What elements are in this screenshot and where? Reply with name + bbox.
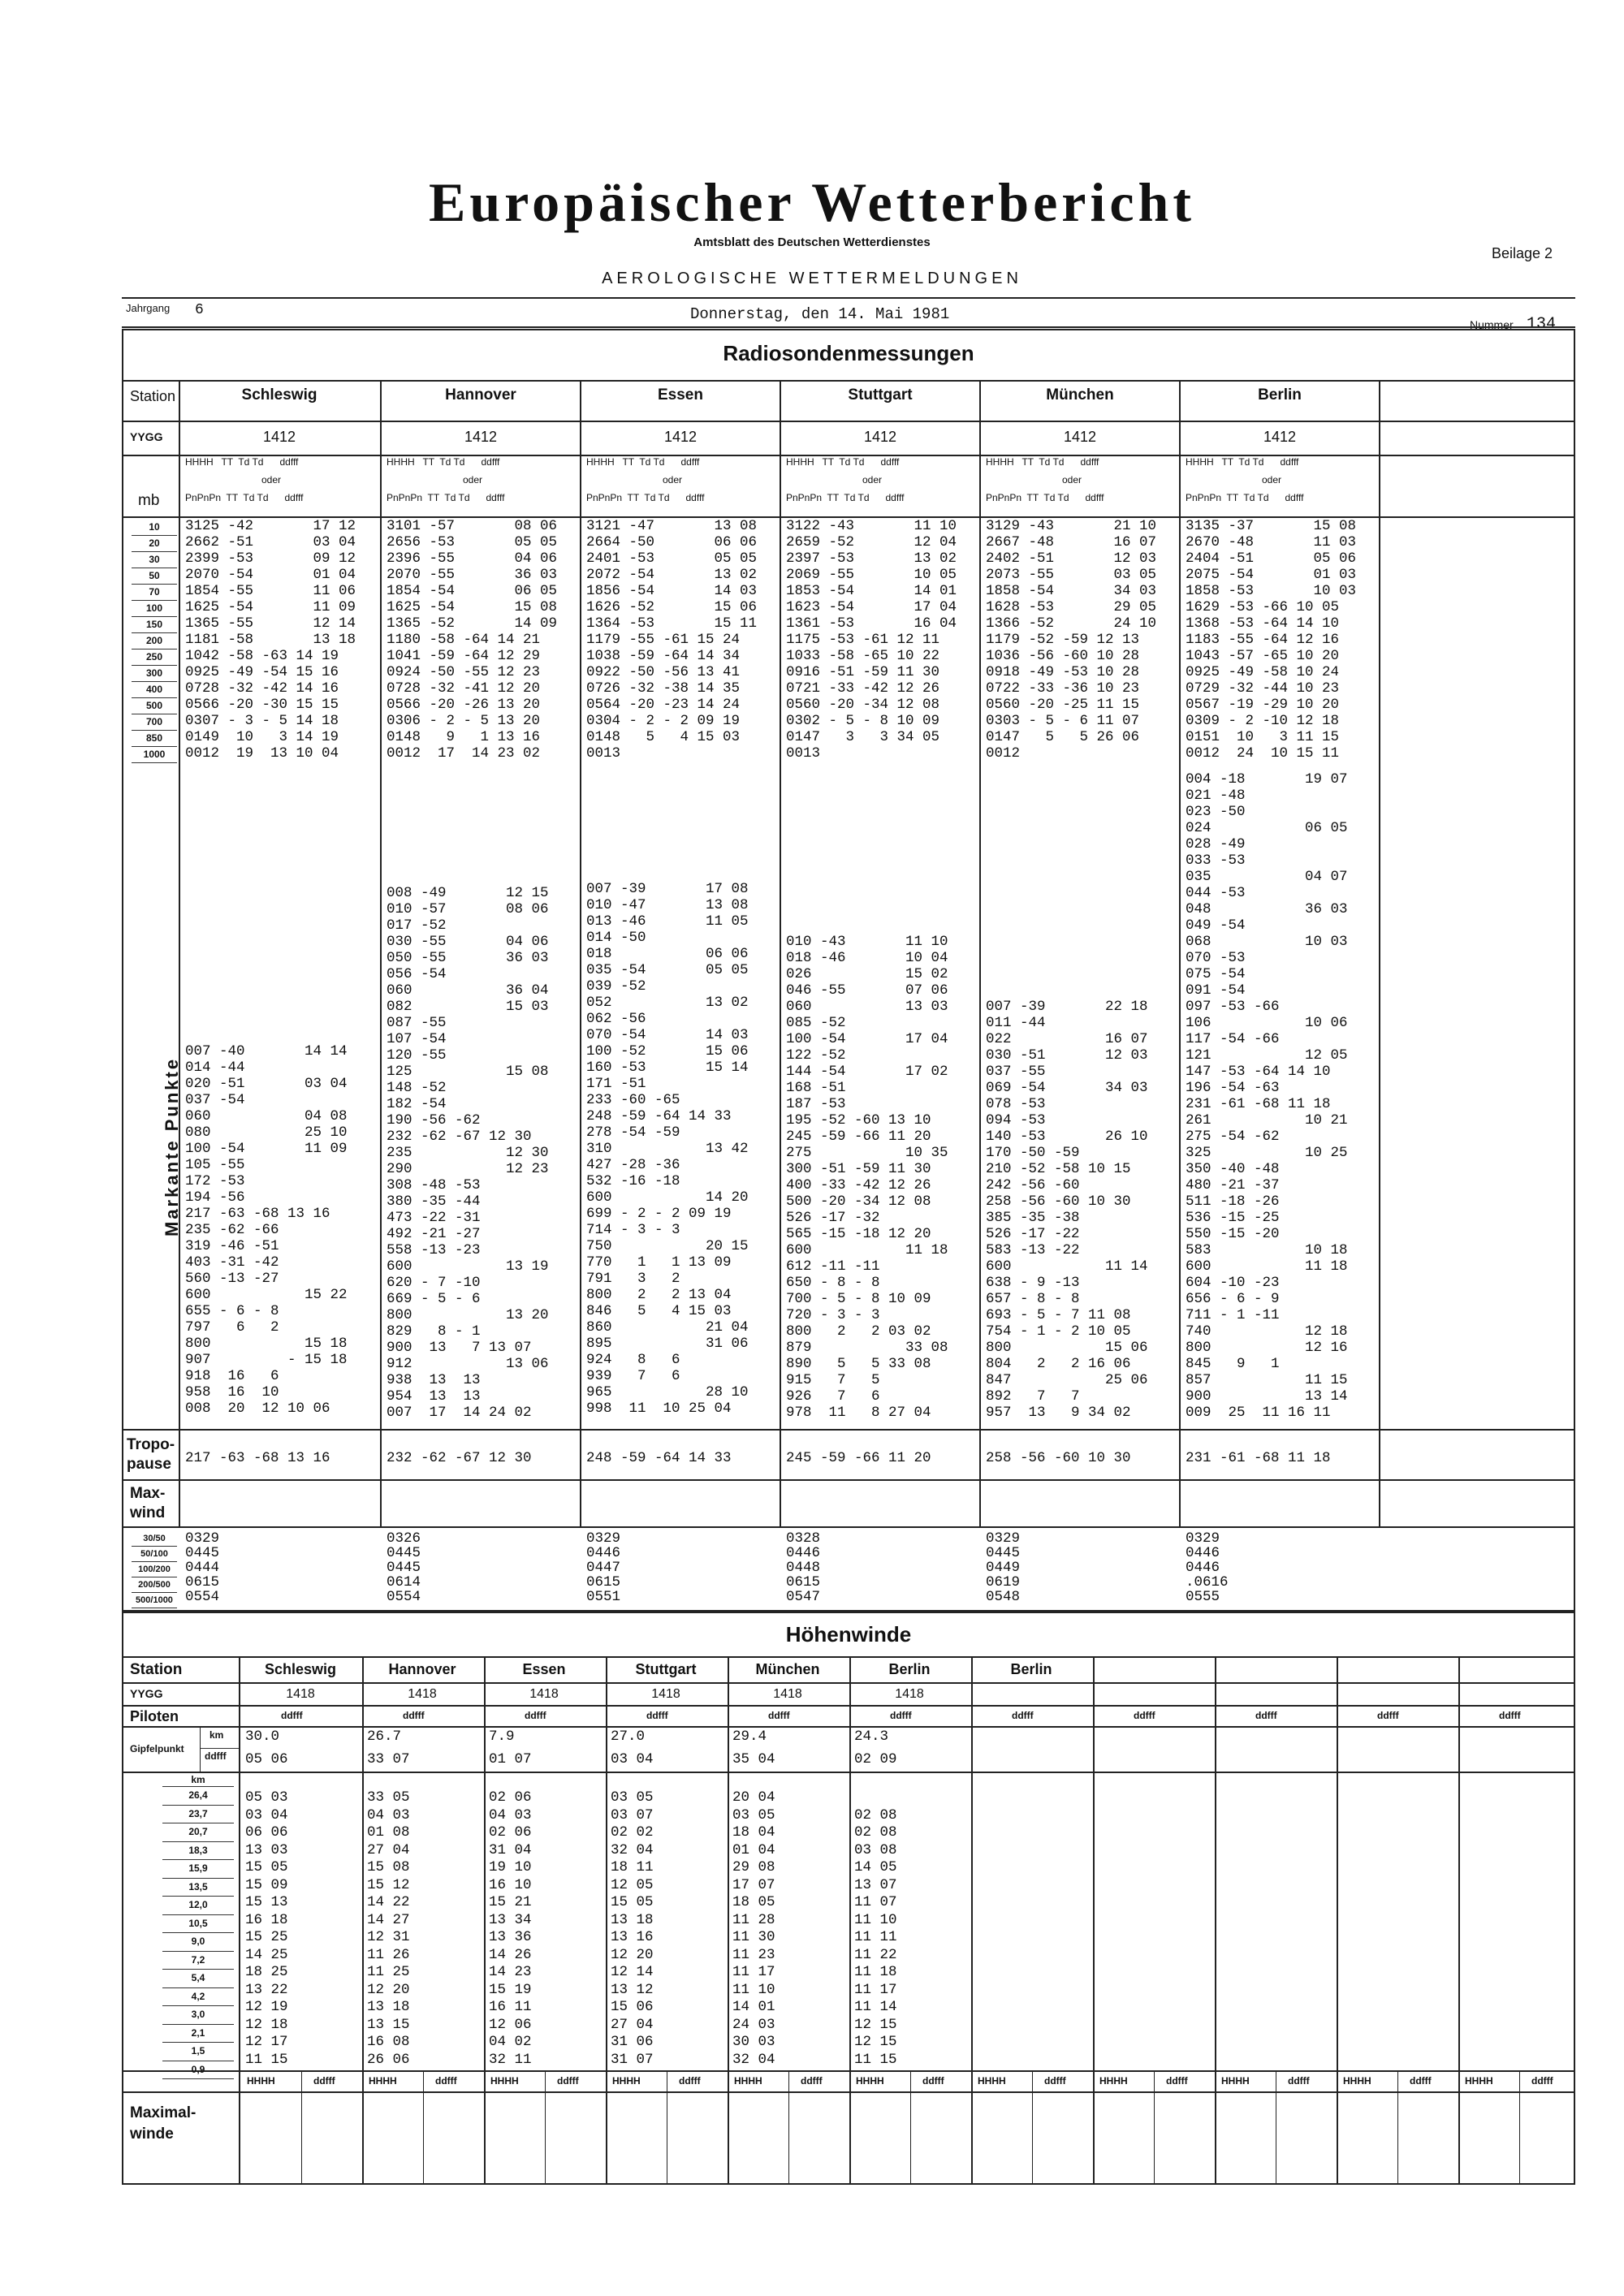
km-level: 7,2 bbox=[162, 1952, 234, 1970]
gipfel-ddfff: 03 04 bbox=[611, 1751, 654, 1767]
col-sep bbox=[545, 2070, 546, 2185]
maxwind-hhhh-header: HHHH bbox=[1099, 2075, 1128, 2087]
hw-station-name: Berlin bbox=[888, 1661, 931, 1677]
station-name: Essen bbox=[658, 386, 703, 404]
col-sep bbox=[971, 1656, 973, 2185]
tropopause-data: 258 -56 -60 10 30 bbox=[986, 1450, 1131, 1466]
km-level: 4,2 bbox=[162, 1988, 234, 2007]
shear-level: 200/500 bbox=[132, 1577, 177, 1593]
column-header-hhhh: HHHH TT Td Td ddfff bbox=[1186, 456, 1299, 468]
hw-station-name: Schleswig bbox=[264, 1661, 337, 1677]
markante-punkte-data: 010 -43 11 10 018 -46 10 04 026 15 02 046 -55 07 06 060 13 03 085 -52 100 -54 17 04 122 -52 144 -54 17 02 168 -51 187 -53 195 -52 -60 13 10 245 -59 -66 11 20 275 10 35 300 -51 -59 11 30 400 -33 -42 12 26 500 -20 -34 12 08 526 -17 -32 565 -15 -18 12 20 600 11 18 612 -11 -11 650 - 8 - 8 700 - 5 - 8 10 09 720 - 3 - 3 800 2 2 03 02 879 33 08 890 5 5 33 08 915 7 5 926 7 6 978 11 8 27 04 bbox=[786, 934, 948, 1421]
hw-station-name: Berlin bbox=[1010, 1661, 1052, 1677]
rule bbox=[122, 1479, 1575, 1481]
standard-levels-data: 3129 -43 21 10 2667 -48 16 07 2402 -51 12 03 2073 -55 03 05 1858 -54 34 03 1628 -53 29 05 1366 -52 24 10 1179 -52 -59 12 13 1036 -56 -60 10 28 0918 -49 -53 10 28 0722 -33 -36 10 23 0560 -20 -25 11 15 0303 - 5 - 6 11 07 0147 5 5 26 06 0012 bbox=[986, 518, 1157, 762]
gipfel-km: 29.4 bbox=[732, 1728, 767, 1745]
km-level-header: km bbox=[162, 1773, 234, 1787]
piloten-ddfff-header: ddfff bbox=[1255, 1710, 1277, 1721]
hoehenwinde-title: Höhenwinde bbox=[785, 1622, 912, 1646]
piloten-ddfff-header: ddfff bbox=[403, 1710, 425, 1721]
hw-station-name: Essen bbox=[522, 1661, 566, 1677]
rule bbox=[122, 1429, 1575, 1431]
mb-label: mb bbox=[138, 492, 160, 509]
station-label: Station bbox=[130, 388, 176, 404]
wind-shear-data: 0329 0446 0446 .0616 0555 bbox=[1186, 1530, 1229, 1605]
maxwind-hhhh-header: HHHH bbox=[490, 2075, 519, 2087]
km-level: 18,3 bbox=[162, 1842, 234, 1861]
column-header-pn: PnPnPn TT Td Td ddfff bbox=[986, 492, 1104, 503]
rule bbox=[122, 1726, 1575, 1728]
gipfel-km: 24.3 bbox=[854, 1728, 889, 1745]
hw-winds-data: 20 04 03 05 18 04 01 04 29 08 17 07 18 05 11 28 11 30 11 23 11 17 11 10 14 01 24 03 30 03 32 04 bbox=[732, 1789, 775, 2068]
station-yygg: 1412 bbox=[464, 429, 498, 445]
tropopause-data: 231 -61 -68 11 18 bbox=[1186, 1450, 1331, 1466]
col-sep bbox=[1179, 380, 1181, 1526]
mb-level: 400 bbox=[132, 682, 177, 698]
header-rule-top bbox=[122, 297, 1575, 299]
piloten-ddfff-header: ddfff bbox=[768, 1710, 790, 1721]
maxwind-ddfff-header: ddfff bbox=[1531, 2075, 1553, 2087]
maxwind-hhhh-header: HHHH bbox=[369, 2075, 397, 2087]
mb-level: 500 bbox=[132, 698, 177, 714]
tropopause-data: 245 -59 -66 11 20 bbox=[786, 1450, 931, 1466]
maxwind-ddfff-header: ddfff bbox=[313, 2075, 335, 2087]
col-sep bbox=[200, 1726, 201, 1772]
maxwind-hhhh-header: HHHH bbox=[1343, 2075, 1371, 2087]
beilage-label: Beilage 2 bbox=[1491, 245, 1553, 261]
rule bbox=[122, 1705, 1575, 1707]
column-header-oder: oder bbox=[663, 474, 683, 486]
shear-levels bbox=[132, 1531, 177, 1608]
km-level: 5,4 bbox=[162, 1970, 234, 1988]
rule bbox=[122, 2070, 1575, 2072]
hw-station-yygg: 1418 bbox=[529, 1687, 559, 1701]
col-sep bbox=[423, 2070, 424, 2185]
maxwind-hhhh-header: HHHH bbox=[856, 2075, 884, 2087]
km-level: 0,9 bbox=[162, 2061, 234, 2080]
hw-winds-data: 05 03 03 04 06 06 13 03 15 05 15 09 15 13 16 18 15 25 14 25 18 25 13 22 12 19 12 18 12 17 11 15 bbox=[245, 1789, 288, 2068]
rule bbox=[200, 1748, 239, 1749]
gipfel-km: 7.9 bbox=[489, 1728, 515, 1745]
km-level: 26,4 bbox=[162, 1787, 234, 1806]
mb-level: 10 bbox=[132, 520, 177, 536]
maxwind-ddfff-header: ddfff bbox=[1166, 2075, 1188, 2087]
maxwind-label: Max- wind bbox=[130, 1485, 166, 1521]
col-sep bbox=[380, 380, 382, 1526]
rule bbox=[122, 1526, 1575, 1528]
yygg-label: YYGG bbox=[130, 430, 163, 443]
mb-level: 1000 bbox=[132, 747, 177, 763]
col-sep bbox=[1093, 1656, 1095, 2185]
station-yygg: 1412 bbox=[1263, 429, 1297, 445]
station-name: Berlin bbox=[1258, 386, 1302, 404]
piloten-ddfff-header: ddfff bbox=[1499, 1710, 1521, 1721]
hw-winds-data: 03 05 03 07 02 02 32 04 18 11 12 05 15 05 13 18 13 16 12 20 12 14 13 12 15 06 27 04 31 06 31 07 bbox=[611, 1789, 654, 2068]
km-level: 3,0 bbox=[162, 2006, 234, 2025]
maxwind-hhhh-header: HHHH bbox=[612, 2075, 641, 2087]
hw-station-name: Hannover bbox=[388, 1661, 456, 1677]
station-yygg: 1412 bbox=[262, 429, 296, 445]
km-levels bbox=[162, 1773, 234, 2079]
mb-levels bbox=[132, 520, 177, 763]
col-sep bbox=[1337, 1656, 1338, 2185]
mb-level: 30 bbox=[132, 552, 177, 568]
page-title: Europäischer Wetterbericht bbox=[428, 171, 1195, 233]
gipfel-dd-label: ddfff bbox=[205, 1750, 227, 1762]
standard-levels-data: 3121 -47 13 08 2664 -50 06 06 2401 -53 05 05 2072 -54 13 02 1856 -54 14 03 1626 -52 15 06 1364 -53 15 11 1179 -55 -61 15 24 1038 -59 -64 14 34 0922 -50 -56 13 41 0726 -32 -38 14 35 0564 -20 -23 14 24 0304 - 2 - 2 09 19 0148 5 4 15 03 0013 bbox=[586, 518, 758, 762]
col-sep bbox=[1215, 1656, 1216, 2185]
hw-station-label: Station bbox=[130, 1661, 183, 1678]
hw-station-yygg: 1418 bbox=[286, 1687, 315, 1701]
markante-punkte-data: 008 -49 12 15 010 -57 08 06 017 -52 030 -55 04 06 050 -55 36 03 056 -54 060 36 04 082 15 03 087 -55 107 -54 120 -55 125 15 08 148 -52 182 -54 190 -56 -62 232 -62 -67 12 30 235 12 30 290 12 23 308 -48 -53 380 -35 -44 473 -22 -31 492 -21 -27 558 -13 -23 600 13 19 620 - 7 -10 669 - 5 - 6 800 13 20 829 8 - 1 900 13 7 13 07 912 13 06 938 13 13 954 13 13 007 17 14 24 02 bbox=[387, 885, 549, 1421]
mb-level: 150 bbox=[132, 617, 177, 633]
hw-station-yygg: 1418 bbox=[651, 1687, 680, 1701]
km-level: 15,9 bbox=[162, 1860, 234, 1879]
hw-station-yygg: 1418 bbox=[895, 1687, 924, 1701]
col-sep bbox=[1379, 380, 1380, 1526]
gipfel-ddfff: 35 04 bbox=[732, 1751, 775, 1767]
column-header-hhhh: HHHH TT Td Td ddfff bbox=[986, 456, 1099, 468]
jahrgang-label: Jahrgang bbox=[126, 302, 171, 314]
mb-level: 70 bbox=[132, 585, 177, 601]
piloten-ddfff-header: ddfff bbox=[1012, 1710, 1034, 1721]
mb-level: 850 bbox=[132, 731, 177, 747]
gipfel-km: 30.0 bbox=[245, 1728, 280, 1745]
markante-punkte-data: 007 -39 17 08 010 -47 13 08 013 -46 11 05 014 -50 018 06 06 035 -54 05 05 039 -52 052 13 02 062 -56 070 -54 14 03 100 -52 15 06 160 -53 15 14 171 -51 233 -60 -65 248 -59 -64 14 33 278 -54 -59 310 13 42 427 -28 -36 532 -16 -18 600 14 20 699 - 2 - 2 09 19 714 - 3 - 3 750 20 15 770 1 1 13 09 791 3 2 800 2 2 13 04 846 5 4 15 03 860 21 04 895 31 06 924 8 6 939 7 6 965 28 10 998 11 10 25 04 bbox=[586, 881, 749, 1417]
nummer-label: Nummer bbox=[1470, 318, 1514, 331]
piloten-ddfff-header: ddfff bbox=[1377, 1710, 1399, 1721]
km-level: 20,7 bbox=[162, 1823, 234, 1842]
issue-date: Donnerstag, den 14. Mai 1981 bbox=[690, 305, 950, 323]
column-header-oder: oder bbox=[1262, 474, 1282, 486]
col-sep bbox=[1032, 2070, 1033, 2185]
standard-levels-data: 3135 -37 15 08 2670 -48 11 03 2404 -51 05 06 2075 -54 01 03 1858 -53 10 03 1629 -53 -66 10 05 1368 -53 -64 14 10 1183 -55 -64 12 16 1043 -57 -65 10 20 0925 -49 -58 10 24 0729 -32 -44 10 23 0567 -19 -29 10 20 0309 - 2 -10 12 18 0151 10 3 11 15 0012 24 10 15 11 bbox=[1186, 518, 1357, 762]
col-sep bbox=[849, 1656, 851, 2185]
maxwind-ddfff-header: ddfff bbox=[1288, 2075, 1310, 2087]
col-sep bbox=[910, 2070, 911, 2185]
column-header-hhhh: HHHH TT Td Td ddfff bbox=[786, 456, 900, 468]
markante-punkte-data: 007 -39 22 18 011 -44 022 16 07 030 -51 12 03 037 -55 069 -54 34 03 078 -53 094 -53 140 -53 26 10 170 -50 -59 210 -52 -58 10 15 242 -56 -60 258 -56 -60 10 30 385 -35 -38 526 -17 -22 583 -13 -22 600 11 14 638 - 9 -13 657 - 8 - 8 693 - 5 - 7 11 08 754 - 1 - 2 10 05 800 15 06 804 2 2 16 06 847 25 06 892 7 7 957 13 9 34 02 bbox=[986, 999, 1148, 1421]
col-sep bbox=[239, 1656, 240, 2185]
column-header-hhhh: HHHH TT Td Td ddfff bbox=[586, 456, 700, 468]
col-sep bbox=[979, 380, 981, 1526]
shear-level: 500/1000 bbox=[132, 1593, 177, 1608]
maxwind-hhhh-header: HHHH bbox=[1465, 2075, 1493, 2087]
wind-shear-data: 0328 0446 0448 0615 0547 bbox=[786, 1530, 821, 1605]
hw-yygg-label: YYGG bbox=[130, 1687, 163, 1700]
maximalwinde-label: Maximal- winde bbox=[130, 2104, 197, 2143]
page-subtitle: Amtsblatt des Deutschen Wetterdienstes bbox=[693, 235, 931, 249]
column-header-oder: oder bbox=[261, 474, 282, 486]
km-level: 13,5 bbox=[162, 1879, 234, 1897]
piloten-ddfff-header: ddfff bbox=[1134, 1710, 1155, 1721]
wind-shear-data: 0329 0445 0444 0615 0554 bbox=[185, 1530, 220, 1605]
station-name: Stuttgart bbox=[848, 386, 913, 404]
nummer-value: 134 bbox=[1527, 315, 1557, 334]
mb-level: 20 bbox=[132, 536, 177, 552]
km-level: 23,7 bbox=[162, 1806, 234, 1824]
tropopause-data: 232 -62 -67 12 30 bbox=[387, 1450, 532, 1466]
hw-winds-data: 02 06 04 03 02 06 31 04 19 10 16 10 15 21 13 34 13 36 14 26 14 23 15 19 16 11 12 06 04 02 32 11 bbox=[489, 1789, 532, 2068]
piloten-ddfff-header: ddfff bbox=[281, 1710, 303, 1721]
maxwind-ddfff-header: ddfff bbox=[557, 2075, 579, 2087]
section-title: AEROLOGISCHE WETTERMELDUNGEN bbox=[602, 270, 1022, 287]
col-sep bbox=[1154, 2070, 1155, 2185]
col-sep bbox=[780, 380, 781, 1526]
maxwind-ddfff-header: ddfff bbox=[1044, 2075, 1066, 2087]
station-name: München bbox=[1046, 386, 1114, 404]
maxwind-ddfff-header: ddfff bbox=[435, 2075, 457, 2087]
wind-shear-data: 0329 0446 0447 0615 0551 bbox=[586, 1530, 621, 1605]
shear-level: 30/50 bbox=[132, 1531, 177, 1547]
col-sep bbox=[1458, 1656, 1460, 2185]
station-name: Schleswig bbox=[241, 386, 317, 404]
markante-punkte-label: Markante Punkte bbox=[162, 1056, 182, 1236]
hw-station-name: München bbox=[755, 1661, 820, 1677]
col-sep bbox=[362, 1656, 364, 2185]
mb-level: 200 bbox=[132, 633, 177, 650]
station-name: Hannover bbox=[445, 386, 516, 404]
piloten-ddfff-header: ddfff bbox=[646, 1710, 668, 1721]
header-rule-bottom bbox=[122, 326, 1575, 328]
rule bbox=[122, 1682, 1575, 1684]
km-level: 9,0 bbox=[162, 1933, 234, 1952]
piloten-ddfff-header: ddfff bbox=[890, 1710, 912, 1721]
column-header-pn: PnPnPn TT Td Td ddfff bbox=[786, 492, 905, 503]
col-sep bbox=[484, 1656, 486, 2185]
column-header-pn: PnPnPn TT Td Td ddfff bbox=[185, 492, 304, 503]
rule bbox=[122, 1772, 1575, 1773]
gipfel-ddfff: 02 09 bbox=[854, 1751, 897, 1767]
wind-shear-data: 0329 0445 0449 0619 0548 bbox=[986, 1530, 1021, 1605]
km-level: 10,5 bbox=[162, 1915, 234, 1934]
maxwind-ddfff-header: ddfff bbox=[922, 2075, 944, 2087]
rule bbox=[122, 2091, 1575, 2093]
maxwind-hhhh-header: HHHH bbox=[1221, 2075, 1250, 2087]
column-header-hhhh: HHHH TT Td Td ddfff bbox=[387, 456, 500, 468]
mb-level: 250 bbox=[132, 650, 177, 666]
gipfel-km-label: km bbox=[209, 1729, 224, 1741]
column-header-pn: PnPnPn TT Td Td ddfff bbox=[387, 492, 505, 503]
mb-level: 50 bbox=[132, 568, 177, 585]
maxwind-ddfff-header: ddfff bbox=[1410, 2075, 1432, 2087]
radiosonde-title: Radiosondenmessungen bbox=[723, 341, 974, 365]
rule bbox=[122, 380, 1575, 382]
gipfel-km: 27.0 bbox=[611, 1728, 646, 1745]
markante-punkte-data: 004 -18 19 07 021 -48 023 -50 024 06 05 028 -49 033 -53 035 04 07 044 -53 048 36 03 049 -54 068 10 03 070 -53 075 -54 091 -54 097 -53 -66 106 10 06 117 -54 -66 121 12 05 147 -53 -64 14 10 196 -54 -63 231 -61 -68 11 18 261 10 21 275 -54 -62 325 10 25 350 -40 -48 480 -21 -37 511 -18 -26 536 -15 -25 550 -15 -20 583 10 18 600 11 18 604 -10 -23 656 - 6 - 9 711 - 1 -11 740 12 18 800 12 16 845 9 1 857 11 15 900 13 14 009 25 11 16 11 bbox=[1186, 771, 1348, 1421]
jahrgang-value: 6 bbox=[195, 302, 204, 318]
km-level: 2,1 bbox=[162, 2025, 234, 2044]
gipfelpunkt-label: Gipfelpunkt bbox=[130, 1743, 184, 1754]
column-header-oder: oder bbox=[862, 474, 883, 486]
maxwind-hhhh-header: HHHH bbox=[734, 2075, 762, 2087]
hw-winds-data: 33 05 04 03 01 08 27 04 15 08 15 12 14 22 14 27 12 31 11 26 11 25 12 20 13 18 13 15 16 08 26 06 bbox=[367, 1789, 410, 2068]
tropopause-label: Tropo- pause bbox=[127, 1436, 175, 1473]
km-level: 12,0 bbox=[162, 1897, 234, 1915]
tropopause-data: 248 -59 -64 14 33 bbox=[586, 1450, 732, 1466]
column-header-hhhh: HHHH TT Td Td ddfff bbox=[185, 456, 299, 468]
col-sep bbox=[788, 2070, 789, 2185]
standard-levels-data: 3125 -42 17 12 2662 -51 03 04 2399 -53 09 12 2070 -54 01 04 1854 -55 11 06 1625 -54 11 09 1365 -55 12 14 1181 -58 13 18 1042 -58 -63 14 19 0925 -49 -54 15 16 0728 -32 -42 14 16 0566 -20 -30 15 15 0307 - 3 - 5 14 18 0149 10 3 14 19 0012 19 13 10 04 bbox=[185, 518, 356, 762]
markante-punkte-data: 007 -40 14 14 014 -44 020 -51 03 04 037 -54 060 04 08 080 25 10 100 -54 11 09 105 -55 172 -53 194 -56 217 -63 -68 13 16 235 -62 -66 319 -46 -51 403 -31 -42 560 -13 -27 600 15 22 655 - 6 - 8 797 6 2 800 15 18 907 - 15 18 918 16 6 958 16 10 008 20 12 10 06 bbox=[185, 1043, 348, 1417]
hw-station-name: Stuttgart bbox=[635, 1661, 697, 1677]
shear-level: 50/100 bbox=[132, 1547, 177, 1562]
column-header-oder: oder bbox=[1062, 474, 1082, 486]
mb-level: 700 bbox=[132, 714, 177, 731]
maxwind-ddfff-header: ddfff bbox=[801, 2075, 823, 2087]
col-sep bbox=[301, 2070, 302, 2185]
wind-shear-data: 0326 0445 0445 0614 0554 bbox=[387, 1530, 421, 1605]
maxwind-hhhh-header: HHHH bbox=[247, 2075, 275, 2087]
col-sep bbox=[1519, 2070, 1520, 2185]
maxwind-ddfff-header: ddfff bbox=[679, 2075, 701, 2087]
maxwind-hhhh-header: HHHH bbox=[978, 2075, 1006, 2087]
station-yygg: 1412 bbox=[1063, 429, 1097, 445]
tropopause-data: 217 -63 -68 13 16 bbox=[185, 1450, 330, 1466]
rule bbox=[122, 421, 1575, 422]
hw-station-yygg: 1418 bbox=[773, 1687, 802, 1701]
gipfel-km: 26.7 bbox=[367, 1728, 402, 1745]
col-sep bbox=[179, 380, 180, 1526]
station-yygg: 1412 bbox=[863, 429, 897, 445]
piloten-label: Piloten bbox=[130, 1708, 179, 1724]
gipfel-ddfff: 01 07 bbox=[489, 1751, 532, 1767]
col-sep bbox=[580, 380, 581, 1526]
mb-level: 300 bbox=[132, 666, 177, 682]
hw-winds-data: 02 08 02 08 03 08 14 05 13 07 11 07 11 10 11 11 11 22 11 18 11 17 11 14 12 15 12 15 11 15 bbox=[854, 1806, 897, 2068]
station-yygg: 1412 bbox=[663, 429, 698, 445]
shear-level: 100/200 bbox=[132, 1562, 177, 1577]
column-header-pn: PnPnPn TT Td Td ddfff bbox=[586, 492, 705, 503]
hw-station-yygg: 1418 bbox=[408, 1687, 437, 1701]
piloten-ddfff-header: ddfff bbox=[525, 1710, 546, 1721]
column-header-pn: PnPnPn TT Td Td ddfff bbox=[1186, 492, 1304, 503]
standard-levels-data: 3101 -57 08 06 2656 -53 05 05 2396 -55 04 06 2070 -55 36 03 1854 -54 06 05 1625 -54 15 08 1365 -52 14 09 1180 -58 -64 14 21 1041 -59 -64 12 29 0924 -50 -55 12 23 0728 -32 -41 12 20 0566 -20 -26 13 20 0306 - 2 - 5 13 20 0148 9 1 13 16 0012 17 14 23 02 bbox=[387, 518, 558, 762]
col-sep bbox=[728, 1656, 729, 2185]
column-header-oder: oder bbox=[463, 474, 483, 486]
km-level: 1,5 bbox=[162, 2043, 234, 2061]
mb-level: 100 bbox=[132, 601, 177, 617]
gipfel-ddfff: 05 06 bbox=[245, 1751, 288, 1767]
col-sep bbox=[606, 1656, 607, 2185]
standard-levels-data: 3122 -43 11 10 2659 -52 12 04 2397 -53 13 02 2069 -55 10 05 1853 -54 14 01 1623 -54 17 04 1361 -53 16 04 1175 -53 -61 12 11 1033 -58 -65 10 22 0916 -51 -59 11 30 0721 -33 -42 12 26 0560 -20 -34 12 08 0302 - 5 - 8 10 09 0147 3 3 34 05 0013 bbox=[786, 518, 957, 762]
rule bbox=[122, 1656, 1575, 1658]
col-sep bbox=[1397, 2070, 1398, 2185]
gipfel-ddfff: 33 07 bbox=[367, 1751, 410, 1767]
